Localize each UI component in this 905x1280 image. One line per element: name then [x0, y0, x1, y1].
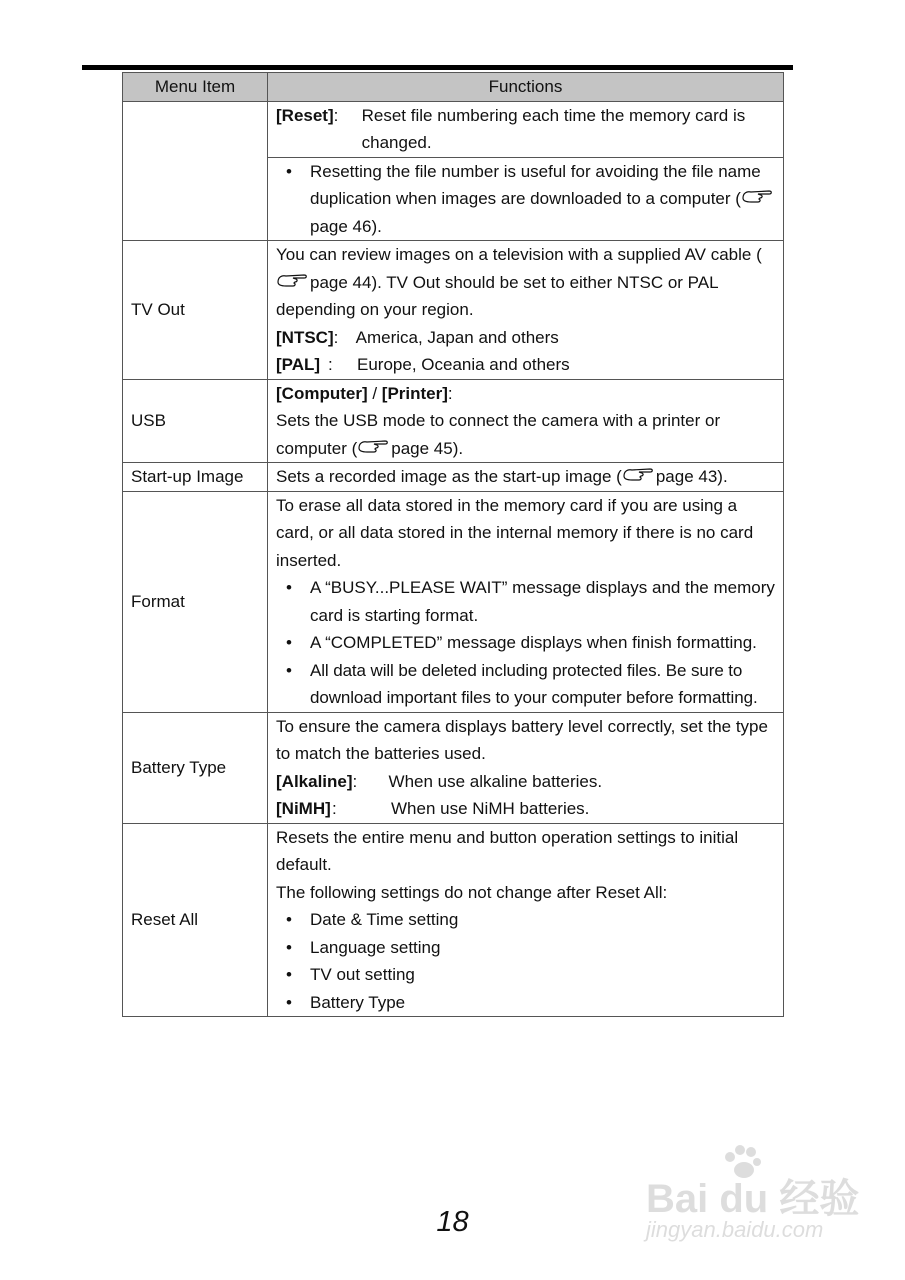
table-row	[123, 712, 784, 823]
reset-all-bullet: • Language setting	[276, 934, 775, 962]
option-key: [NiMH]	[276, 799, 331, 818]
table-row	[123, 241, 784, 380]
bullet-note	[276, 158, 775, 241]
desc-text: page 43).	[655, 467, 728, 486]
option-key: [Alkaline]	[276, 771, 353, 791]
desc-text: Sets the USB mode to connect the camera with a printer or computer (	[276, 411, 721, 458]
option-alkaline	[276, 768, 775, 796]
battery-intro: To ensure the camera displays battery level correctly, set the type to match the batteries used.	[276, 716, 768, 763]
option-key: [Reset]	[276, 105, 334, 125]
pointing-hand-icon	[741, 188, 775, 206]
function-cell	[268, 379, 784, 463]
pointing-hand-icon	[357, 438, 391, 456]
option-key: [PAL]	[276, 355, 321, 374]
option-nimh	[276, 795, 775, 823]
menu-table	[122, 72, 784, 1017]
header-menu-item: Menu Item	[123, 73, 268, 102]
function-cell	[268, 491, 784, 712]
desc-text: page 45).	[391, 438, 464, 458]
usb-options	[276, 380, 775, 408]
option-colon: :	[328, 355, 333, 374]
watermark-url: jingyan.baidu.com	[646, 1217, 824, 1242]
menu-item-cell-empty	[123, 101, 268, 241]
option-colon: :	[332, 799, 337, 818]
option-colon: :	[333, 105, 339, 125]
reset-all-bullet: • TV out setting	[276, 961, 775, 989]
option-desc: Europe, Oceania and others	[357, 355, 570, 374]
menu-item-format: Format	[123, 491, 268, 712]
tv-out-intro	[276, 241, 775, 324]
option-key: [NTSC]	[276, 327, 334, 347]
usb-desc	[276, 407, 775, 462]
option-ntsc	[276, 324, 775, 352]
table-row	[123, 379, 784, 463]
option-desc: When use alkaline batteries.	[388, 771, 603, 791]
menu-item-startup-image: Start-up Image	[123, 463, 268, 492]
format-bullet: • A “BUSY...PLEASE WAIT” message displays and the memory card is starting format.	[276, 574, 775, 629]
page-number: 18	[436, 1206, 469, 1238]
format-bullet: • A “COMPLETED” message displays when finish formatting.	[276, 629, 775, 657]
option-key: [Computer]	[276, 383, 368, 403]
baidu-watermark	[640, 1145, 860, 1250]
option-sep: /	[367, 383, 382, 403]
function-cell	[268, 157, 784, 241]
top-rule	[82, 65, 793, 70]
menu-item-reset-all: Reset All	[123, 823, 268, 1017]
reset-all-intro: Resets the entire menu and button operation settings to initial default.	[276, 827, 739, 874]
option-pal	[276, 351, 775, 379]
table-row	[123, 491, 784, 712]
startup-desc	[276, 463, 775, 491]
option-desc: Reset file numbering each time the memory card is changed.	[361, 105, 746, 152]
menu-item-usb: USB	[123, 379, 268, 463]
table-row	[123, 463, 784, 492]
option-colon: :	[352, 771, 358, 791]
table-row	[123, 823, 784, 1017]
reset-all-note: The following settings do not change after Reset All:	[276, 882, 668, 902]
option-colon: :	[447, 383, 453, 403]
reset-all-bullet: • Battery Type	[276, 989, 775, 1017]
table-row	[123, 101, 784, 157]
format-intro: To erase all data stored in the memory card if you are using a card, or all data stored in the internal memory if there is no card inserted.	[276, 495, 754, 570]
intro-text: You can review images on a television with a supplied AV cable (	[276, 245, 762, 264]
pointing-hand-icon	[622, 466, 656, 484]
menu-item-battery-type: Battery Type	[123, 712, 268, 823]
function-cell	[268, 712, 784, 823]
pointing-hand-icon	[276, 272, 310, 290]
desc-text: Sets a recorded image as the start-up image (	[276, 467, 622, 486]
header-functions: Functions	[268, 73, 784, 102]
option-desc: America, Japan and others	[355, 327, 559, 347]
option-key: [Printer]	[381, 383, 448, 403]
reset-all-bullet: • Date & Time setting	[276, 906, 775, 934]
option-reset	[276, 102, 775, 157]
note-text: Resetting the file number is useful for avoiding the file name duplication when images are downloaded to a computer (	[310, 161, 761, 208]
intro-text: page 44). TV Out should be set to either NTSC or PAL depending on your region.	[276, 272, 718, 319]
menu-item-tv-out: TV Out	[123, 241, 268, 380]
note-text: page 46).	[310, 216, 382, 236]
format-bullet: • All data will be deleted including protected files. Be sure to download important files to your computer before formatting.	[276, 657, 775, 712]
option-desc: When use NiMH batteries.	[391, 799, 590, 818]
function-cell	[268, 241, 784, 380]
function-cell	[268, 463, 784, 492]
function-cell	[268, 101, 784, 157]
table-header-row	[123, 73, 784, 102]
watermark-logo: Bai du 经验	[646, 1177, 860, 1221]
option-colon: :	[333, 327, 339, 347]
function-cell	[268, 823, 784, 1017]
